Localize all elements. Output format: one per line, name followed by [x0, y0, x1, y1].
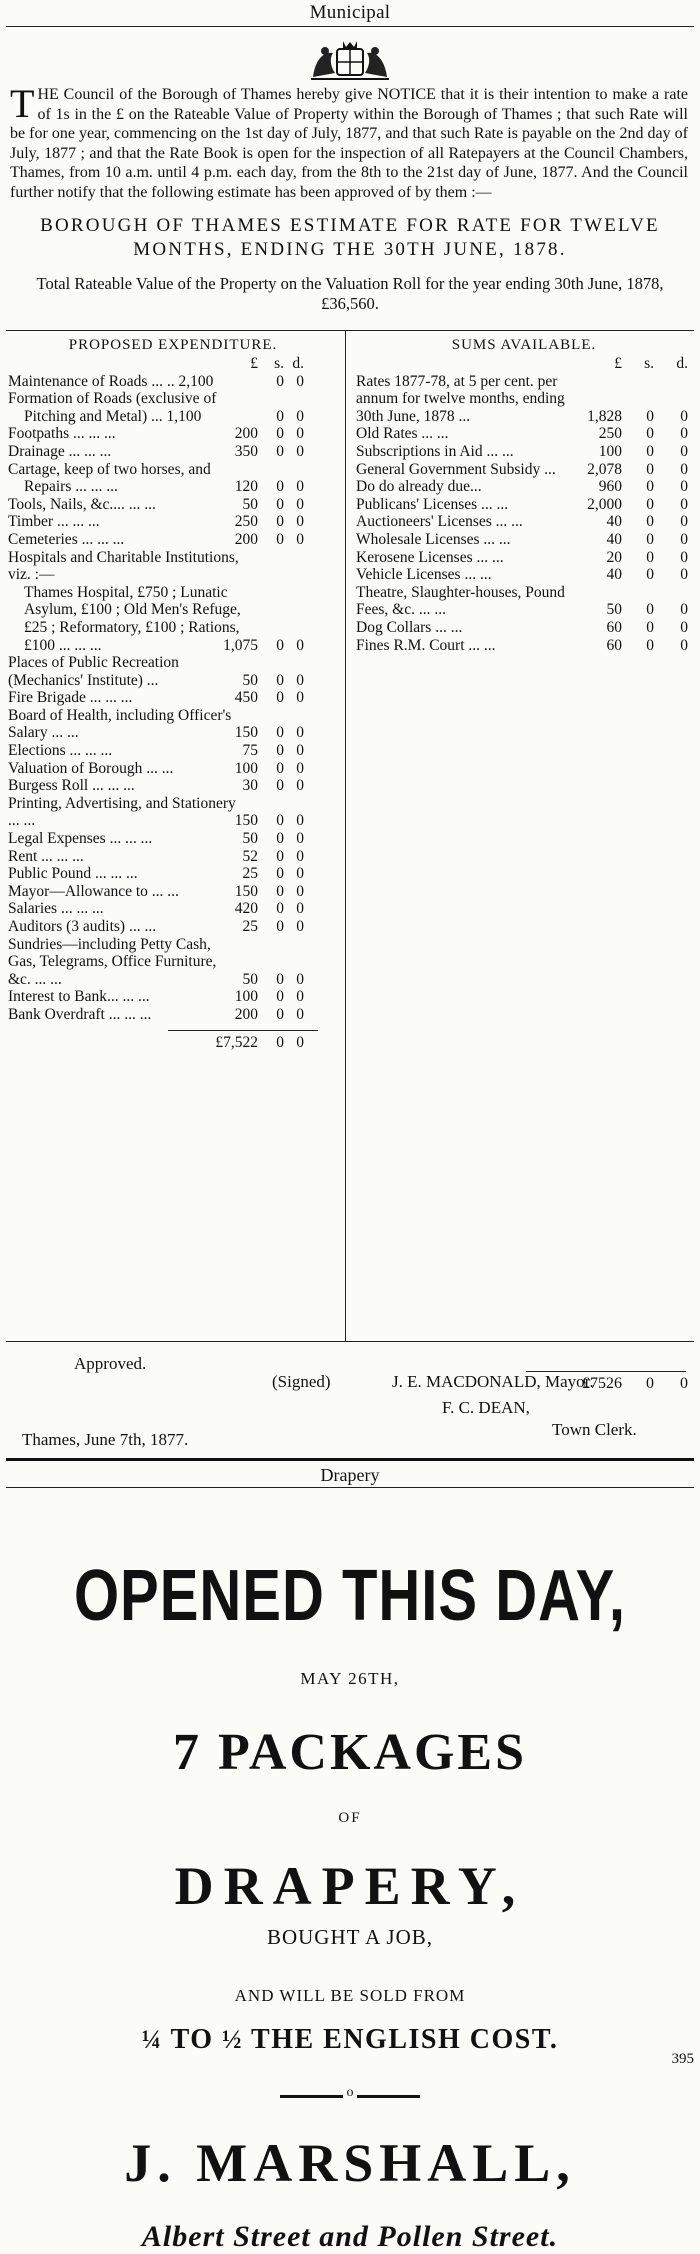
of-line: OF: [338, 1810, 362, 1826]
row-description: Cemeteries ... ... ...: [8, 530, 125, 548]
row-pounds: 960: [598, 478, 622, 496]
row-shillings: 0: [276, 830, 284, 848]
row-pounds: 75: [242, 742, 258, 760]
row-pence: 0: [296, 918, 304, 935]
table-row: [8, 936, 338, 989]
row-shillings: 0: [646, 407, 654, 425]
row-description: Tools, Nails, &c.... ... ...: [8, 495, 156, 513]
row-pence: 0: [296, 442, 304, 460]
row-shillings: 0: [276, 425, 284, 443]
table-row: [8, 513, 338, 531]
row-pence: 0: [296, 988, 304, 1006]
row-pounds: 50: [606, 601, 622, 619]
cost-rest: THE ENGLISH COST.: [251, 2024, 559, 2055]
row-pence: 0: [296, 478, 304, 496]
row-pence: 0: [680, 460, 688, 478]
row-shillings: 0: [646, 513, 654, 531]
rate-notice-text: HE Council of the Borough of Thames hereby give NOTICE that it is their intention to make a rate of 1s in the £ on the Rateable Value of Property within the Borough of Thames ; that such Rate will be for one year, commencing on the 1st day of July, 1877, and that such Rate is payable on the 2nd day of July, 1877 ; and that the Rate Book is open for the inspection of all Ratepayers at the Council Chambers, Thames, from 10 a.m. until 4 p.m. each day, from the 8th to the 21st day of June, 1877. And the Council further notify that the following estimate has been approved of by them :—: [10, 86, 688, 201]
cost-line: [0, 2024, 700, 2056]
table-row: [8, 373, 338, 391]
row-pence: 0: [296, 742, 304, 760]
row-shillings: 0: [276, 777, 284, 795]
table-row: [8, 865, 338, 883]
row-shillings: 0: [276, 671, 284, 689]
row-description: Theatre, Slaughter-houses, Pound Fees, &c. ... ...: [356, 583, 565, 619]
row-pence: 0: [296, 882, 304, 900]
table-row: [356, 373, 692, 426]
row-description: Formation of Roads (exclusive of: [8, 390, 217, 408]
row-description: Printing, Advertising, and Stationery ... ...: [8, 794, 236, 830]
fraction-quarter: ¼: [141, 2025, 163, 2054]
row-pence: 0: [296, 689, 304, 707]
row-description: Interest to Bank... ... ...: [8, 988, 150, 1006]
row-shillings: 0: [276, 372, 284, 390]
bought-line: BOUGHT A JOB,: [266, 1925, 434, 1949]
pence-header: d.: [292, 354, 304, 372]
pounds-header: £: [614, 354, 622, 372]
cost-to-word: TO: [170, 2024, 214, 2055]
row-description: Auditors (3 audits) ... ...: [8, 918, 157, 935]
row-pounds: 50: [242, 970, 258, 988]
row-shillings: 0: [646, 478, 654, 496]
table-row: [8, 443, 338, 461]
row-pence: 0: [296, 970, 304, 988]
row-pounds: 200: [234, 1005, 258, 1023]
sums-total-pence: 0: [680, 1375, 688, 1392]
expenditure-heading: PROPOSED EXPENDITURE.: [68, 337, 278, 353]
row-pence: 0: [680, 495, 688, 513]
signed-label: (Signed): [272, 1372, 331, 1391]
expenditure-column: [8, 331, 338, 1052]
row-pounds: 40: [606, 513, 622, 531]
row-pence: 0: [296, 513, 304, 531]
table-row: [356, 443, 692, 461]
row-description: Auctioneers' Licenses ... ...: [356, 513, 523, 531]
row-description: Do do already due...: [356, 478, 482, 496]
rate-notice-paragraph: [10, 81, 688, 202]
row-pence: 0: [296, 530, 304, 548]
money-header: [356, 355, 692, 373]
row-description: Pitching and Metal) ... 1,100: [24, 407, 202, 425]
pounds-header: £: [250, 354, 258, 372]
section-heading-drapery: Drapery: [320, 1465, 380, 1485]
row-shillings: 0: [646, 601, 654, 619]
row-shillings: 0: [276, 988, 284, 1006]
row-pounds: 350: [234, 442, 258, 460]
date-line: MAY 26TH,: [300, 1669, 400, 1688]
row-pounds: 450: [234, 689, 258, 707]
shillings-header: s.: [274, 354, 284, 372]
row-pounds: 250: [598, 425, 622, 443]
row-pence: 0: [680, 636, 688, 654]
row-pence: 0: [680, 407, 688, 425]
row-shillings: 0: [276, 530, 284, 548]
row-pounds: 40: [606, 566, 622, 584]
row-description: Fire Brigade ... ... ...: [8, 689, 133, 707]
row-shillings: 0: [646, 618, 654, 636]
row-pence: 0: [296, 777, 304, 795]
row-shillings: 0: [276, 1005, 284, 1023]
row-pounds: 200: [234, 425, 258, 443]
row-pounds: 100: [234, 988, 258, 1006]
row-description: Old Rates ... ...: [356, 425, 449, 443]
signature-block: [0, 1342, 700, 1452]
row-pounds: 2,000: [587, 495, 622, 513]
sums-total-shillings: 0: [646, 1375, 654, 1392]
row-description: General Government Subsidy ...: [356, 460, 556, 478]
row-pounds: 100: [598, 442, 622, 460]
opened-headline: OPENED THIS DAY,: [73, 1554, 627, 1637]
row-pounds: 60: [606, 618, 622, 636]
divider-mark: o: [343, 2085, 357, 2103]
sums-total-pounds: £7526: [582, 1375, 622, 1392]
row-description: Bank Overdraft ... ... ...: [8, 1005, 152, 1023]
row-shillings: 0: [646, 566, 654, 584]
notice-date: Thames, June 7th, 1877.: [22, 1430, 189, 1449]
row-pence: 0: [296, 1005, 304, 1023]
table-row: [356, 496, 692, 514]
drop-cap: T: [10, 81, 35, 126]
row-shillings: 0: [276, 865, 284, 883]
row-shillings: 0: [276, 970, 284, 988]
table-row: [356, 584, 692, 619]
row-shillings: 0: [646, 530, 654, 548]
table-row: [356, 425, 692, 443]
merchant-address: Albert Street and Pollen Street.: [141, 2220, 559, 2253]
row-pounds: 120: [234, 478, 258, 496]
row-pence: 0: [680, 425, 688, 443]
row-pence: 0: [296, 847, 304, 865]
row-shillings: 0: [276, 918, 284, 935]
table-row: [8, 654, 338, 689]
table-row: [356, 531, 692, 549]
row-description: Sundries—including Petty Cash, Gas, Telegrams, Office Furniture, &c. ... ...: [8, 935, 217, 988]
column-divider: [345, 331, 346, 1341]
row-pence: 0: [296, 724, 304, 742]
row-description: £100 ... ... ...: [24, 636, 102, 654]
row-pence: 0: [680, 478, 688, 496]
row-pounds: 50: [242, 830, 258, 848]
rateable-value-line: Total Rateable Value of the Property on the Valuation Roll for the year ending 30th June, 1878, £36,560.: [36, 274, 664, 313]
sums-rows: [356, 373, 692, 655]
estimate-headline: BOROUGH OF THAMES ESTIMATE FOR RATE FOR TWELVE MONTHS, ENDING THE 30TH JUNE, 1878.: [40, 215, 660, 260]
royal-crest-icon: [305, 37, 395, 81]
table-row: [8, 918, 338, 936]
row-description: Drainage ... ... ...: [8, 442, 112, 460]
row-pounds: 200: [234, 530, 258, 548]
row-description: Fines R.M. Court ... ...: [356, 636, 496, 654]
row-shillings: 0: [276, 847, 284, 865]
fraction-half: ½: [222, 2025, 244, 2054]
row-pounds: 150: [234, 812, 258, 830]
row-description: Valuation of Borough ... ...: [8, 759, 174, 777]
drapery-line: DRAPERY,: [174, 1856, 526, 1916]
row-pence: 0: [296, 759, 304, 777]
row-description: Board of Health, including Officer's Salary ... ...: [8, 706, 232, 742]
table-row: [8, 390, 338, 425]
row-description: Places of Public Recreation (Mechanics' Institute) ...: [8, 654, 179, 689]
row-description: Legal Expenses ... ... ...: [8, 830, 153, 848]
row-pounds: 1,075: [223, 636, 258, 654]
shillings-header: s.: [644, 354, 654, 372]
table-row: [8, 900, 338, 918]
row-pounds: 30: [242, 777, 258, 795]
row-pence: 0: [680, 513, 688, 531]
row-shillings: 0: [276, 513, 284, 531]
row-shillings: 0: [276, 689, 284, 707]
row-pence: 0: [680, 442, 688, 460]
row-pounds: 50: [242, 495, 258, 513]
clerk-title: Town Clerk.: [552, 1420, 637, 1439]
row-pounds: 40: [606, 530, 622, 548]
ornamental-divider: [0, 2080, 700, 2110]
table-row: [8, 848, 338, 866]
row-description: Subscriptions in Aid ... ...: [356, 442, 514, 460]
row-shillings: 0: [646, 442, 654, 460]
row-pence: 0: [296, 671, 304, 689]
row-description: Rates 1877-78, at 5 per cent. per annum for twelve months, ending 30th June, 1878 ...: [356, 372, 565, 425]
row-shillings: 0: [646, 548, 654, 566]
row-shillings: 0: [276, 407, 284, 425]
row-pence: 0: [296, 636, 304, 654]
row-description: Repairs ... ... ...: [24, 478, 118, 496]
row-pounds: 25: [242, 865, 258, 883]
row-pence: 0: [680, 566, 688, 584]
table-row: [356, 461, 692, 479]
row-pounds: 150: [234, 724, 258, 742]
clerk-name: F. C. DEAN,: [442, 1398, 530, 1417]
row-shillings: 0: [276, 724, 284, 742]
row-pounds: 25: [242, 918, 258, 935]
row-shillings: 0: [646, 425, 654, 443]
row-description: Wholesale Licenses ... ...: [356, 530, 511, 548]
table-row: [8, 496, 338, 514]
expenditure-rows: [8, 373, 338, 1024]
row-pence: 0: [296, 900, 304, 918]
row-pence: 0: [296, 830, 304, 848]
table-row: [8, 830, 338, 848]
table-row: [8, 531, 338, 549]
row-description: Maintenance of Roads ... .. 2,100: [8, 372, 214, 390]
row-pence: 0: [296, 407, 304, 425]
table-row: [8, 777, 338, 795]
row-shillings: 0: [276, 882, 284, 900]
row-pence: 0: [680, 530, 688, 548]
table-row: [8, 988, 338, 1006]
section-divider: [6, 1458, 694, 1461]
row-pounds: 2,078: [587, 460, 622, 478]
money-header: [8, 355, 338, 373]
row-description: Salaries ... ... ...: [8, 900, 104, 918]
table-row: [8, 742, 338, 760]
table-row: [8, 760, 338, 778]
table-row: [356, 513, 692, 531]
expenditure-total-pence: 0: [296, 1033, 304, 1051]
table-row: [8, 425, 338, 443]
row-pounds: 52: [242, 847, 258, 865]
row-description: Vehicle Licenses ... ...: [356, 566, 492, 584]
row-pence: 0: [296, 865, 304, 883]
mayor-signature: J. E. MACDONALD, Mayor.: [392, 1372, 594, 1391]
row-description: Timber ... ... ...: [8, 513, 100, 531]
row-pounds: 1,828: [587, 407, 622, 425]
table-row: [8, 707, 338, 742]
row-pence: 0: [296, 495, 304, 513]
expenditure-total-shillings: 0: [276, 1033, 284, 1051]
row-pounds: 100: [234, 759, 258, 777]
row-shillings: 0: [276, 442, 284, 460]
page-number: 395: [671, 2051, 694, 2067]
row-shillings: 0: [276, 742, 284, 760]
row-pounds: 50: [242, 671, 258, 689]
section-rule: [6, 26, 694, 27]
row-pounds: 150: [234, 882, 258, 900]
row-shillings: 0: [276, 636, 284, 654]
row-description: Kerosene Licenses ... ...: [356, 548, 504, 566]
sold-line: AND WILL BE SOLD FROM: [234, 1986, 466, 2005]
expenditure-total-rule: [168, 1030, 318, 1031]
row-shillings: 0: [646, 636, 654, 654]
row-description: Dog Collars ... ...: [356, 618, 463, 636]
table-row: [356, 619, 692, 637]
row-shillings: 0: [276, 495, 284, 513]
approved-label: Approved.: [74, 1354, 147, 1373]
row-description: Publicans' Licenses ... ...: [356, 495, 509, 513]
table-row: [356, 566, 692, 584]
sums-available-column: [356, 331, 692, 654]
packages-line: 7 PACKAGES: [172, 1724, 528, 1781]
row-shillings: 0: [276, 900, 284, 918]
row-shillings: 0: [646, 460, 654, 478]
row-description: Rent ... ... ...: [8, 847, 84, 865]
table-row: [8, 1006, 338, 1024]
row-shillings: 0: [276, 812, 284, 830]
row-pence: 0: [680, 548, 688, 566]
table-row: [356, 637, 692, 655]
row-pence: 0: [680, 601, 688, 619]
merchant-name: J. MARSHALL,: [124, 2133, 576, 2193]
section-rule: [6, 1487, 694, 1488]
table-row: [356, 478, 692, 496]
table-row: [8, 883, 338, 901]
row-description: Mayor—Allowance to ... ...: [8, 882, 179, 900]
table-row: [8, 795, 338, 830]
drapery-advertisement: [0, 1554, 700, 2254]
row-pence: 0: [296, 425, 304, 443]
row-shillings: 0: [276, 478, 284, 496]
row-pounds: 20: [606, 548, 622, 566]
row-description: Cartage, keep of two horses, and: [8, 460, 211, 478]
row-shillings: 0: [646, 495, 654, 513]
row-pounds: 250: [234, 513, 258, 531]
pence-header: d.: [676, 354, 688, 372]
row-description: Thames Hospital, £750 ; Lunatic Asylum, £100 ; Old Men's Refuge, £25 ; Reformatory, £100 ; Rations,: [24, 583, 241, 636]
row-description: Public Pound ... ... ...: [8, 865, 138, 883]
table-row: [8, 461, 338, 496]
row-pence: 0: [296, 812, 304, 830]
row-description: Burgess Roll ... ... ...: [8, 777, 135, 795]
table-row: [8, 689, 338, 707]
row-pence: 0: [296, 372, 304, 390]
row-pence: 0: [680, 618, 688, 636]
row-pounds: 60: [606, 636, 622, 654]
row-description: Elections ... ... ...: [8, 742, 113, 760]
expenditure-total-row: [8, 1030, 338, 1052]
row-description: Footpaths ... ... ...: [8, 425, 116, 443]
row-shillings: 0: [276, 759, 284, 777]
expenditure-total-pounds: £7,522: [215, 1033, 258, 1051]
table-row: [8, 549, 338, 655]
row-pounds: 420: [234, 900, 258, 918]
row-description: Hospitals and Charitable Institutions, viz. :—: [8, 548, 239, 584]
sums-heading: SUMS AVAILABLE.: [451, 337, 597, 353]
section-heading-municipal: Municipal: [309, 2, 391, 23]
table-row: [356, 549, 692, 567]
